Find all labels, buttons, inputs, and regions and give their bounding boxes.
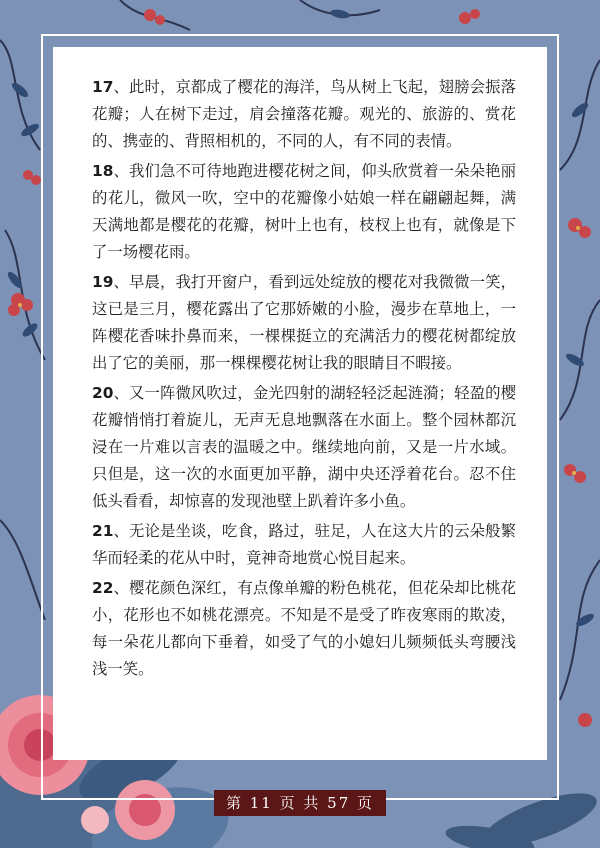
footer-prefix: 第 [225, 794, 243, 812]
paragraph-text: 、樱花颜色深红，有点像单瓣的粉色桃花，但花朵却比桃花小，花形也不如桃花漂亮。不知是不是受了昨夜寒雨的欺凌，每一朵花儿都向下垂着，如受了气的小媳妇儿频频低头弯腰浅浅一笑。 [92, 579, 516, 678]
paragraph-text: 、无论是坐谈，吃食，路过，驻足，人在这大片的云朵般繁华而轻柔的花从中时，竟神奇地赏心悦目起来。 [92, 522, 516, 567]
page-number-footer [214, 790, 386, 816]
total-pages: 57 [327, 794, 351, 812]
paragraph-number: 17 [92, 78, 114, 96]
current-page: 11 [249, 794, 273, 812]
footer-suffix: 页 [357, 794, 375, 812]
footer-mid: 页 共 [279, 794, 321, 812]
paragraph-number: 21 [92, 522, 114, 540]
paragraph-number: 22 [92, 579, 114, 597]
paragraph-text: 、我们急不可待地跑进樱花树之间，仰头欣赏着一朵朵艳丽的花儿，微风一吹，空中的花瓣像小姑娘一样在翩翩起舞，满天满地都是樱花的花瓣，树叶上也有，枝杈上也有，就像是下了一场樱花雨。 [92, 162, 516, 261]
paragraph-22 [92, 575, 516, 683]
paragraph-text: 、早晨，我打开窗户，看到远处绽放的樱花对我微微一笑，这已是三月，樱花露出了它那娇嫩的小脸，漫步在草地上，一阵樱花香味扑鼻而来，一棵棵挺立的充满活力的樱花树都绽放出了它的美丽，那一棵棵樱花树让我的眼睛目不暇接。 [92, 273, 516, 372]
paragraph-text: 、又一阵微风吹过，金光四射的湖轻轻泛起涟漪；轻盈的樱花瓣悄悄打着旋儿，无声无息地飘落在水面上。整个园林都沉浸在一片难以言表的温暖之中。继续地向前，又是一片水域。只但是，这一次的水面更加平静，湖中央还浮着花台。忍不住低头看看，却惊喜的发现池壁上趴着许多小鱼。 [92, 384, 516, 510]
paragraph-text: 、此时，京都成了樱花的海洋，鸟从树上飞起，翅膀会振落花瓣；人在树下走过，肩会撞落花瓣。观光的、旅游的、赏花的、携壶的、背照相机的，不同的人，有不同的表情。 [92, 78, 516, 150]
paragraph-21 [92, 518, 516, 572]
paragraph-number: 20 [92, 384, 114, 402]
paragraph-18 [92, 158, 516, 266]
article-body [92, 74, 516, 686]
paragraph-17 [92, 74, 516, 155]
paragraph-19 [92, 269, 516, 377]
paragraph-number: 19 [92, 273, 114, 291]
paragraph-20 [92, 380, 516, 515]
paragraph-number: 18 [92, 162, 114, 180]
